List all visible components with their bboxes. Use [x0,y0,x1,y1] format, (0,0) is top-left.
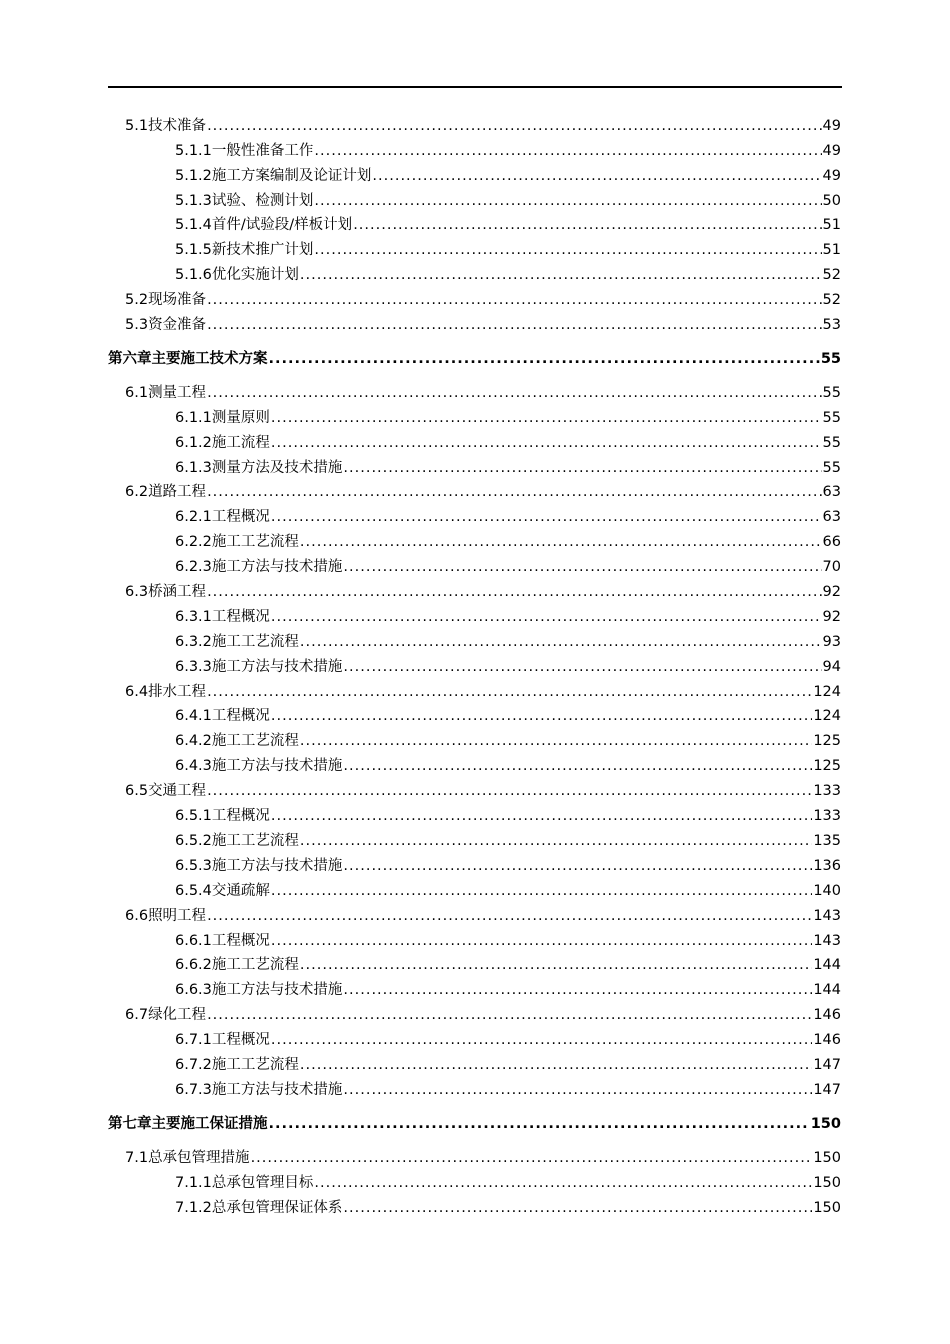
toc-entry-title: 施工方法与技术措施 [211,758,343,775]
toc-dot-leader [300,266,822,284]
toc-entry-title: 施工方法与技术措施 [211,1081,343,1098]
toc-entry-page: 125 [813,758,841,775]
toc-entry[interactable] [108,284,841,309]
toc-dot-leader [300,956,812,974]
toc-entry-page: 150 [813,1174,841,1191]
toc-entry-page: 147 [813,1081,841,1098]
toc-entry[interactable] [108,800,841,825]
toc-dot-leader [207,291,821,309]
toc-entry-page: 55 [822,459,841,476]
toc-entry-title: 工程概况 [211,808,270,825]
toc-dot-leader [271,932,812,950]
toc-entry-number: 5.1.3 [175,192,212,209]
toc-entry-number: 6.2 [125,484,149,501]
toc-entry-title: 工程概况 [211,1032,270,1049]
toc-entry-page: 140 [813,882,841,899]
toc-entry[interactable] [108,651,841,676]
toc-entry-page: 49 [822,117,841,134]
toc-entry-number: 6.2.1 [175,509,212,526]
toc-dot-leader [271,807,812,825]
toc-entry[interactable] [108,1049,841,1074]
toc-entry-title: 施工方法与技术措施 [211,658,343,675]
toc-entry-number: 5.1.1 [175,142,212,159]
toc-entry[interactable] [108,452,841,477]
toc-entry-page: 49 [822,167,841,184]
toc-dot-leader [300,1056,812,1074]
toc-dot-leader [207,384,821,402]
toc-entry-title: 工程概况 [211,708,270,725]
toc-entry[interactable] [108,950,841,975]
toc-entry[interactable] [108,259,841,284]
toc-entry-number: 7.1.1 [175,1174,212,1191]
toc-entry[interactable] [108,676,841,701]
toc-entry-title: 施工工艺流程 [211,633,299,650]
toc-entry-number: 6.5.2 [175,832,212,849]
toc-entry[interactable] [108,725,841,750]
toc-dot-leader [269,1115,810,1133]
toc-entry[interactable] [108,377,841,402]
toc-dot-leader [271,508,822,526]
toc-entry-number: 6.7.3 [175,1081,212,1098]
toc-dot-leader [207,583,821,601]
toc-entry-number: 第七章 [108,1115,152,1132]
toc-entry-page: 49 [822,142,841,159]
toc-entry-title: 施工工艺流程 [211,1056,299,1073]
toc-entry-title: 施工方法与技术措施 [211,982,343,999]
toc-entry-number: 6.3.1 [175,608,212,625]
toc-entry-number: 6.5.1 [175,808,212,825]
toc-entry-page: 143 [813,907,841,924]
toc-entry-title: 测量工程 [148,384,207,401]
toc-entry-title: 总承包管理保证体系 [211,1199,343,1216]
toc-entry[interactable] [108,1192,841,1217]
toc-entry-title: 测量原则 [211,409,270,426]
toc-entry[interactable] [108,1074,841,1099]
toc-entry-title: 现场准备 [148,292,207,309]
toc-entry-page: 144 [813,957,841,974]
toc-entry-page: 146 [813,1032,841,1049]
toc-entry-number: 6.3.2 [175,633,212,650]
toc-entry-title: 一般性准备工作 [211,142,314,159]
toc-entry-number: 6.4.2 [175,733,212,750]
toc-entry[interactable] [108,185,841,210]
toc-entry-page: 53 [822,317,841,334]
toc-entry-page: 133 [813,783,841,800]
toc-entry-number: 5.3 [125,317,149,334]
toc-entry-page: 52 [822,267,841,284]
toc-entry-number: 5.1.2 [175,167,212,184]
toc-dot-leader [343,1081,812,1099]
toc-entry[interactable] [108,925,841,950]
toc-entry[interactable] [108,626,841,651]
toc-entry-number: 第六章 [108,351,152,368]
toc-entry-title: 排水工程 [148,683,207,700]
toc-entry-page: 124 [813,708,841,725]
toc-entry[interactable] [108,309,841,334]
toc-dot-leader [300,832,812,850]
toc-entry-page: 93 [822,633,841,650]
toc-entry-title: 首件/试验段/样板计划 [211,217,353,234]
toc-entry-number: 6.6.2 [175,957,212,974]
toc-entry-title: 桥涵工程 [148,584,207,601]
toc-entry[interactable] [108,234,841,259]
toc-entry-number: 6.3.3 [175,658,212,675]
toc-dot-leader [353,216,821,234]
toc-entry-number: 7.1 [125,1149,149,1166]
toc-entry[interactable] [108,477,841,502]
toc-entry-title: 试验、检测计划 [211,192,314,209]
toc-entry-page: 63 [822,509,841,526]
toc-dot-leader [271,608,822,626]
toc-entry-title: 交通疏解 [211,882,270,899]
toc-entry-page: 143 [813,932,841,949]
toc-dot-leader [343,757,812,775]
toc-entry-title: 工程概况 [211,932,270,949]
toc-entry-page: 55 [822,409,841,426]
toc-dot-leader [251,1149,813,1167]
toc-dot-leader [343,857,812,875]
toc-entry-page: 66 [822,534,841,551]
toc-dot-leader [343,981,812,999]
toc-dot-leader [300,732,812,750]
toc-entry-page: 136 [813,857,841,874]
toc-entry-page: 55 [822,434,841,451]
toc-entry-page: 63 [822,484,841,501]
toc-entry-page: 50 [822,192,841,209]
toc-entry-page: 150 [813,1149,841,1166]
toc-entry-page: 144 [813,982,841,999]
toc-entry[interactable] [108,775,841,800]
toc-entry-title: 工程概况 [211,608,270,625]
toc-entry-title: 测量方法及技术措施 [211,459,343,476]
toc-dot-leader [343,459,821,477]
toc-entry-number: 5.1.4 [175,217,212,234]
toc-entry[interactable] [108,110,841,135]
toc-entry-title: 施工方法与技术措施 [211,559,343,576]
toc-entry-title: 施工流程 [211,434,270,451]
toc-entry[interactable] [108,135,841,160]
toc-entry-number: 6.1.3 [175,459,212,476]
toc-dot-leader [314,192,821,210]
toc-entry-number: 5.1.6 [175,267,212,284]
toc-entry-number: 6.1 [125,384,149,401]
toc-entry-number: 6.1.1 [175,409,212,426]
toc-dot-leader [271,1031,812,1049]
toc-dot-leader [207,117,821,135]
toc-entry-page: 51 [822,242,841,259]
toc-entry-page: 51 [822,217,841,234]
toc-entry[interactable] [108,974,841,999]
toc-entry[interactable] [108,750,841,775]
toc-chapter-entry[interactable] [108,1109,841,1133]
toc-dot-leader [207,483,821,501]
toc-dot-leader [271,434,822,452]
toc-entry-title: 施工工艺流程 [211,733,299,750]
toc-entry-number: 5.2 [125,292,149,309]
toc-entry[interactable] [108,875,841,900]
toc-entry-page: 150 [810,1115,841,1132]
toc-entry-title: 交通工程 [148,783,207,800]
toc-dot-leader [207,683,812,701]
toc-entry-page: 92 [822,608,841,625]
toc-entry-number: 5.1.5 [175,242,212,259]
toc-entry-number: 6.7.1 [175,1032,212,1049]
toc-entry-number: 6.4 [125,683,149,700]
toc-entry-title: 施工工艺流程 [211,534,299,551]
toc-entry-page: 92 [822,584,841,601]
toc-dot-leader [314,241,821,259]
toc-entry-title: 资金准备 [148,317,207,334]
toc-entry-title: 主要施工技术方案 [151,351,268,368]
toc-entry-page: 135 [813,832,841,849]
toc-entry-title: 道路工程 [148,484,207,501]
toc-dot-leader [271,409,822,427]
toc-entry-number: 6.5.4 [175,882,212,899]
toc-dot-leader [207,316,821,334]
toc-entry-page: 55 [820,351,841,368]
toc-entry[interactable] [108,427,841,452]
header-rule [108,86,842,88]
toc-entry-title: 技术准备 [148,117,207,134]
toc-dot-leader [207,907,812,925]
toc-entry-page: 55 [822,384,841,401]
toc-dot-leader [271,707,812,725]
toc-entry-number: 6.5.3 [175,857,212,874]
toc-entry-number: 6.4.3 [175,758,212,775]
toc-entry[interactable] [108,1167,841,1192]
toc-entry[interactable] [108,501,841,526]
toc-entry-number: 6.1.2 [175,434,212,451]
toc-entry[interactable] [108,160,841,185]
toc-entry-page: 146 [813,1007,841,1024]
toc-entry-title: 新技术推广计划 [211,242,314,259]
toc-entry-page: 124 [813,683,841,700]
toc-entry-title: 照明工程 [148,907,207,924]
toc-dot-leader [372,167,821,185]
toc-entry-title: 工程概况 [211,509,270,526]
toc-entry-page: 70 [822,559,841,576]
toc-entry-page: 133 [813,808,841,825]
toc-chapter-entry[interactable] [108,344,841,368]
toc-entry[interactable] [108,701,841,726]
toc-entry[interactable] [108,825,841,850]
toc-entry-page: 94 [822,658,841,675]
toc-entry-title: 施工方案编制及论证计划 [211,167,372,184]
toc-entry-number: 6.4.1 [175,708,212,725]
toc-dot-leader [314,142,821,160]
toc-entry[interactable] [108,402,841,427]
toc-entry-number: 6.6 [125,907,149,924]
table-of-contents [108,110,841,1217]
toc-entry-title: 优化实施计划 [211,267,299,284]
toc-entry[interactable] [108,999,841,1024]
toc-entry[interactable] [108,210,841,235]
toc-dot-leader [207,782,812,800]
toc-entry[interactable] [108,551,841,576]
toc-entry-number: 6.2.2 [175,534,212,551]
toc-entry-number: 6.6.3 [175,982,212,999]
toc-entry-title: 施工工艺流程 [211,832,299,849]
toc-entry-number: 5.1 [125,117,149,134]
toc-entry[interactable] [108,576,841,601]
toc-dot-leader [269,350,820,368]
toc-entry-number: 6.6.1 [175,932,212,949]
toc-dot-leader [314,1174,812,1192]
toc-entry-number: 6.3 [125,584,149,601]
toc-entry-number: 6.2.3 [175,559,212,576]
toc-entry-number: 6.5 [125,783,149,800]
toc-dot-leader [343,1199,812,1217]
toc-entry-page: 52 [822,292,841,309]
toc-dot-leader [300,633,822,651]
toc-dot-leader [300,533,822,551]
toc-entry-number: 7.1.2 [175,1199,212,1216]
toc-entry-title: 施工工艺流程 [211,957,299,974]
toc-dot-leader [343,558,821,576]
toc-dot-leader [271,882,812,900]
toc-entry[interactable] [108,601,841,626]
toc-entry-title: 主要施工保证措施 [151,1115,268,1132]
toc-entry[interactable] [108,526,841,551]
toc-entry-number: 6.7 [125,1007,149,1024]
toc-entry-title: 总承包管理目标 [211,1174,314,1191]
toc-entry[interactable] [108,850,841,875]
toc-entry[interactable] [108,900,841,925]
toc-entry[interactable] [108,1142,841,1167]
toc-entry-page: 150 [813,1199,841,1216]
toc-entry-page: 147 [813,1056,841,1073]
toc-dot-leader [207,1006,812,1024]
toc-entry[interactable] [108,1024,841,1049]
toc-dot-leader [343,658,821,676]
toc-entry-number: 6.7.2 [175,1056,212,1073]
toc-entry-page: 125 [813,733,841,750]
toc-entry-title: 施工方法与技术措施 [211,857,343,874]
toc-entry-title: 总承包管理措施 [148,1149,250,1166]
toc-entry-title: 绿化工程 [148,1007,207,1024]
